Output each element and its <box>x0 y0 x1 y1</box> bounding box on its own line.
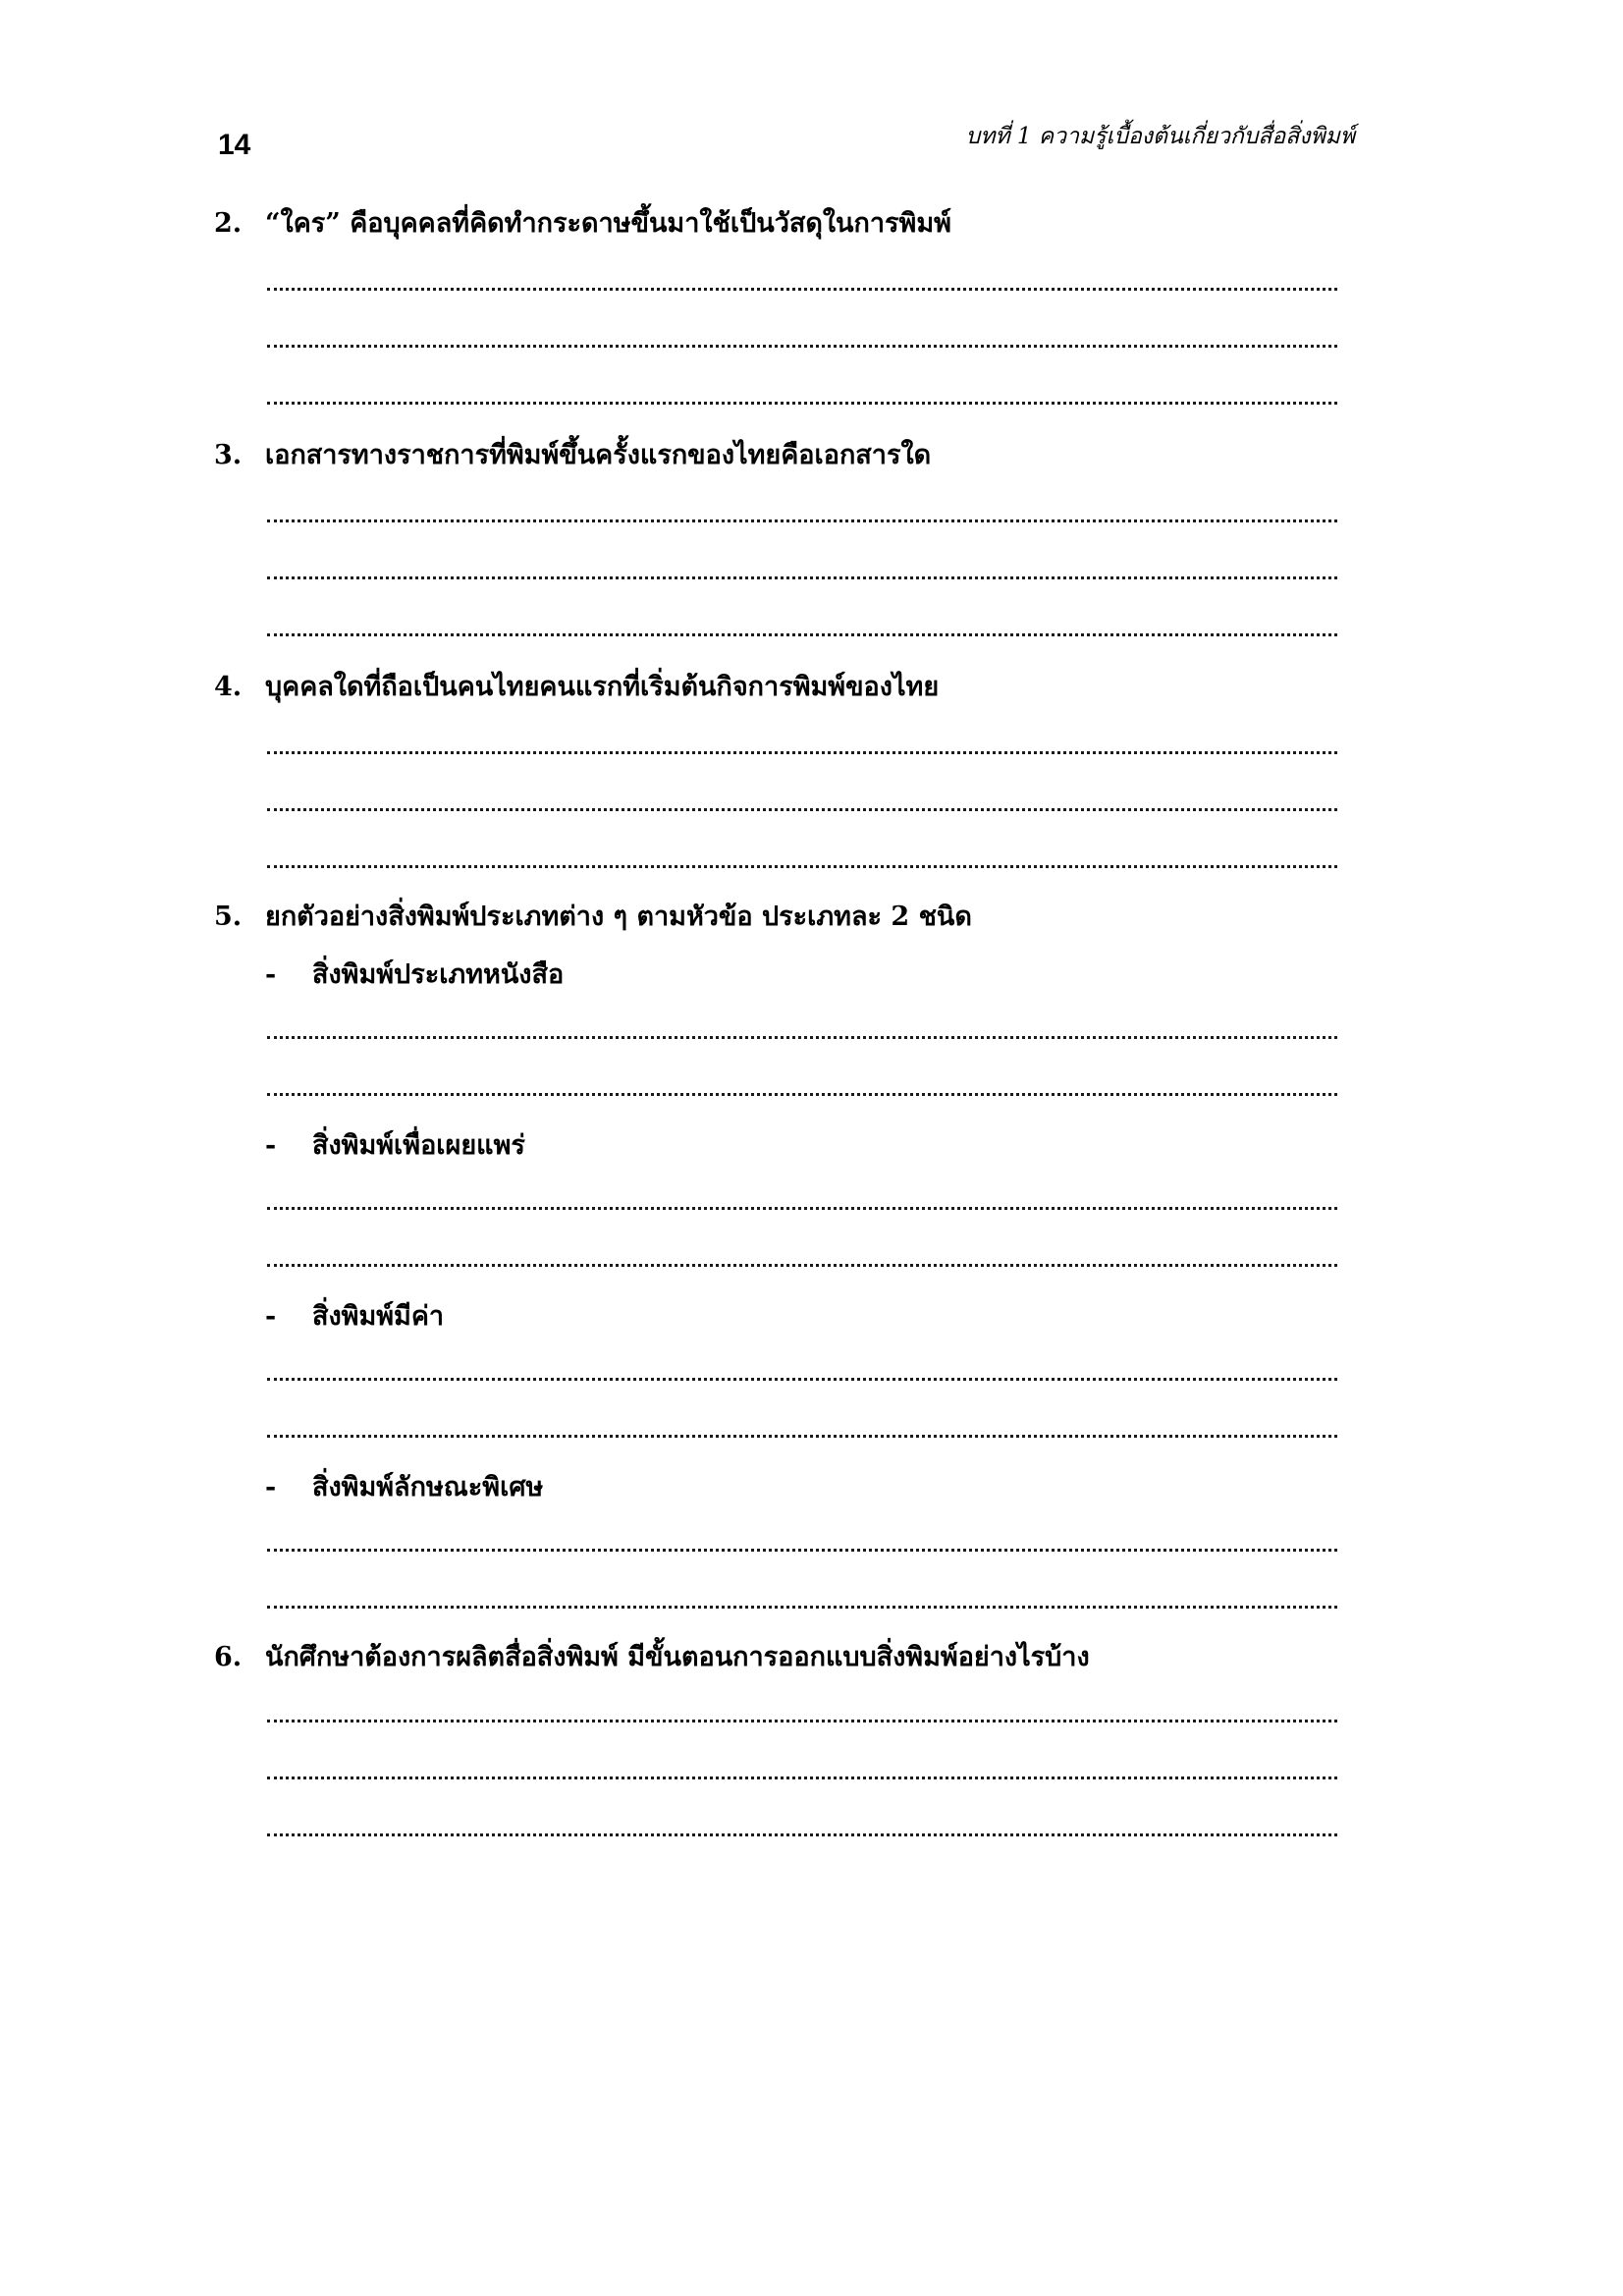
page-number: 14 <box>218 129 251 161</box>
subitem-publicity <box>265 1126 525 1166</box>
bullet-dash: - <box>265 1130 277 1161</box>
answer-line[interactable] <box>267 1713 1337 1722</box>
question-number: 2. <box>214 208 243 239</box>
answer-line[interactable] <box>267 627 1337 636</box>
question-4 <box>214 668 939 707</box>
subitem-text: สิ่งพิมพ์ลักษณะพิเศษ <box>312 1472 544 1503</box>
answer-line[interactable] <box>267 858 1337 868</box>
question-3 <box>214 436 931 475</box>
answer-line[interactable] <box>267 1542 1337 1552</box>
subitem-books <box>265 956 564 995</box>
question-number: 3. <box>214 440 243 470</box>
answer-line[interactable] <box>267 281 1337 291</box>
answer-line[interactable] <box>267 1599 1337 1609</box>
subitem-text: สิ่งพิมพ์เพื่อเผยแพร่ <box>312 1130 525 1161</box>
question-2 <box>214 204 951 244</box>
answer-line[interactable] <box>267 801 1337 811</box>
question-text: นักศึกษาต้องการผลิตสื่อสิ่งพิมพ์ มีขั้นตอนการออกแบบสิ่งพิมพ์อย่างไรบ้าง <box>265 1642 1090 1672</box>
answer-line[interactable] <box>267 338 1337 348</box>
bullet-dash: - <box>265 1472 277 1503</box>
running-header: บทที่ 1 ความรู้เบื้องต้นเกี่ยวกับสื่อสิ่งพิมพ์ <box>965 124 1355 149</box>
answer-line[interactable] <box>267 1371 1337 1381</box>
answer-line[interactable] <box>267 1770 1337 1779</box>
question-text: ยกตัวอย่างสิ่งพิมพ์ประเภทต่าง ๆ ตามหัวข้อ ประเภทละ 2 ชนิด <box>265 902 972 932</box>
answer-line[interactable] <box>267 1200 1337 1210</box>
question-text: “ใคร” คือบุคคลที่คิดทำกระดาษขึ้นมาใช้เป็นวัสดุในการพิมพ์ <box>265 208 951 239</box>
answer-line[interactable] <box>267 1257 1337 1267</box>
question-number: 5. <box>214 902 243 932</box>
answer-line[interactable] <box>267 395 1337 405</box>
subitem-text: สิ่งพิมพ์มีค่า <box>312 1301 445 1332</box>
answer-line[interactable] <box>267 1086 1337 1096</box>
answer-line[interactable] <box>267 513 1337 522</box>
answer-line[interactable] <box>267 1827 1337 1836</box>
question-number: 4. <box>214 672 243 702</box>
question-text: เอกสารทางราชการที่พิมพ์ขึ้นครั้งแรกของไทยคือเอกสารใด <box>265 440 932 470</box>
answer-line[interactable] <box>267 1029 1337 1039</box>
bullet-dash: - <box>265 1301 277 1332</box>
subitem-text: สิ่งพิมพ์ประเภทหนังสือ <box>312 959 565 990</box>
question-text: บุคคลใดที่ถือเป็นคนไทยคนแรกที่เริ่มต้นกิจการพิมพ์ของไทย <box>265 672 940 702</box>
subitem-valuable <box>265 1297 444 1337</box>
subitem-special <box>265 1468 543 1507</box>
question-6 <box>214 1638 1090 1677</box>
bullet-dash: - <box>265 959 277 990</box>
question-5 <box>214 898 972 937</box>
answer-line[interactable] <box>267 1428 1337 1438</box>
question-number: 6. <box>214 1642 243 1672</box>
answer-line[interactable] <box>267 570 1337 579</box>
answer-line[interactable] <box>267 744 1337 754</box>
